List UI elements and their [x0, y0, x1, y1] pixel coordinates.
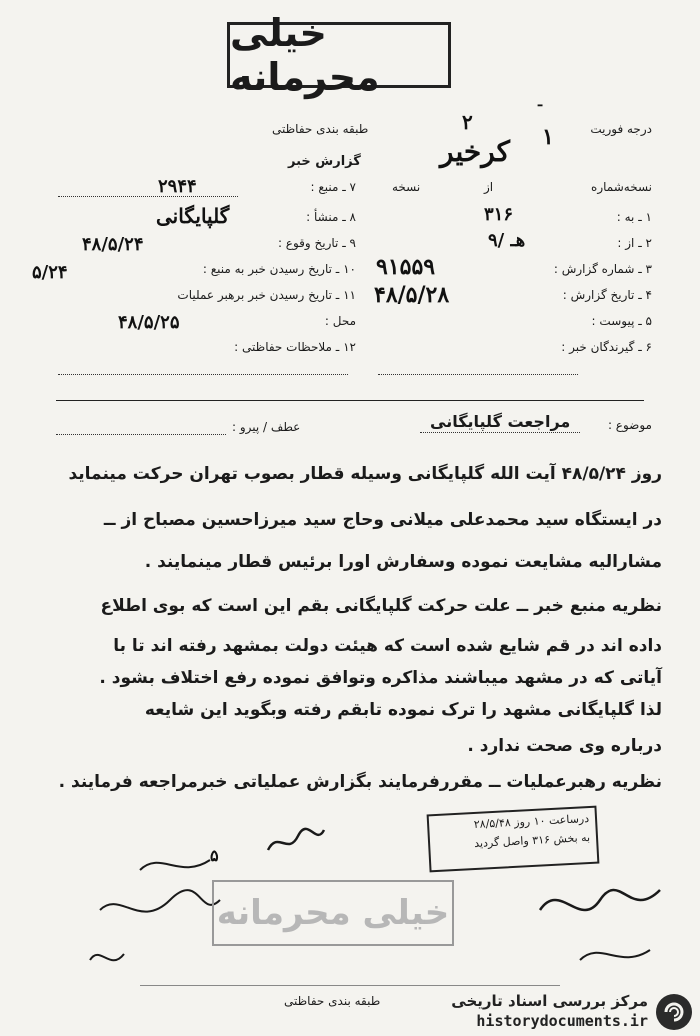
field-dots: [378, 374, 578, 375]
logo-glyph: [663, 1001, 685, 1023]
left-field-source: ۷ ـ منبع :: [310, 180, 356, 194]
copy-suffix-label: نسخه: [392, 180, 421, 194]
report-date-value: ۴۸/۵/۲۸: [374, 282, 450, 308]
body-line: درباره وی صحت ندارد .: [467, 736, 662, 756]
body-line: مشارالیه مشایعت نموده وسفارش اورا برئیس قطار مینمایند .: [144, 552, 662, 572]
copy-number-handwritten: ۲: [462, 110, 473, 134]
footer-line: [140, 985, 560, 986]
received-stamp-line1: درساعت ۱۰ روز ۲۸/۵/۴۸: [473, 812, 590, 832]
handwritten-annotation: [80, 840, 230, 980]
reference-dots: [56, 434, 226, 435]
watermark-name: مرکز بررسی اسناد تاریخی: [451, 992, 648, 1010]
left-field-occurrence-date: ۹ ـ تاریخ وقوع :: [277, 236, 356, 250]
signature-mark: [264, 822, 328, 862]
footer-classification: طبقه بندی حفاظتی: [284, 994, 381, 1008]
classification-label: طبقه بندی حفاظتی: [272, 122, 369, 136]
body-line: در ایستگاه سید محمدعلی میلانی وحاج سید میرزاحسین مصباح از ــ: [103, 510, 662, 530]
body-line: آیاتی که در مشهد میباشند مذاکره وتوافق نموده رفع اختلاف بشود .: [99, 668, 662, 688]
copy-handwritten: کرخیر: [440, 135, 510, 168]
occurrence-date-value: ۴۸/۵/۲۴: [82, 234, 144, 255]
urgency-label: درجه فوریت: [590, 122, 652, 136]
right-field-recipients: ۶ ـ گیرندگان خبر :: [561, 340, 652, 354]
source-value: ۲۹۴۴: [158, 176, 197, 197]
urgency-mark: ـ: [538, 94, 543, 110]
copy-count-handwritten: ۱: [542, 124, 554, 150]
handwritten-signature: [520, 870, 670, 980]
right-field-from: ۲ ـ از :: [617, 236, 652, 250]
body-line: لذا گلپایگانی مشهد را ترک نموده تابقم رفته وبگوید این شایعه: [144, 700, 662, 720]
to-value: ۳۱۶: [484, 204, 514, 225]
archive-logo-icon: [656, 994, 692, 1030]
left-field-leader-arrival: ۱۱ ـ تاریخ رسیدن خبر برهبر عملیات: [177, 288, 356, 302]
copy-number-label: نسخه‌شماره: [591, 180, 652, 194]
body-line: نظریه منبع خبر ــ علت حرکت گلپایگانی بقم این است که بوی اطلاع: [100, 596, 662, 616]
subject-label: موضوع :: [607, 418, 652, 432]
received-stamp-line2: به بخش ۳۱۶ واصل گردید: [473, 830, 591, 851]
right-field-report-number: ۳ ـ شماره گزارش :: [553, 262, 652, 276]
separator-line: [56, 400, 644, 401]
body-line: داده اند در قم شایع شده است که هیئت دولت بمشهد رفته اند تا با: [113, 636, 662, 656]
report-title: گزارش خبر: [288, 154, 361, 169]
left-field-source-arrival: ۱۰ ـ تاریخ رسیدن خبر به منبع :: [202, 262, 356, 276]
subject-value: مراجعت گلپایگانی: [430, 412, 571, 431]
field-dots: [58, 374, 348, 375]
report-number-value: ۹۱۵۵۹: [376, 254, 436, 280]
handwritten-note: ۵: [210, 846, 219, 865]
right-field-attachment: ۵ ـ پیوست :: [591, 314, 652, 328]
confidential-stamp-bottom: خیلی محرمانه: [212, 880, 454, 946]
subject-underline: [420, 432, 580, 433]
body-line: نظریه رهبرعملیات ــ مقررفرمایند بگزارش عملیاتی خبرمراجعه فرمایند .: [58, 772, 662, 792]
from-value: ۹/ هـ: [488, 230, 526, 251]
right-field-report-date: ۴ ـ تاریخ گزارش :: [562, 288, 652, 302]
left-field-security-notes: ۱۲ ـ ملاحظات حفاظتی :: [234, 340, 356, 354]
source-arrival-value: ۵/۲۴: [32, 262, 68, 283]
left-field-origin: ۸ ـ منشأ :: [306, 210, 356, 224]
right-field-to: ۱ ـ به :: [616, 210, 652, 224]
confidential-stamp-top: خیلی محرمانه: [227, 22, 451, 88]
reference-label: عطف / پیرو :: [232, 420, 301, 434]
left-field-place: محل :: [324, 314, 356, 328]
field-dots: [58, 196, 238, 197]
origin-value: گلپایگانی: [156, 204, 230, 228]
received-stamp: [427, 806, 600, 873]
place-date-value: ۴۸/۵/۲۵: [118, 312, 180, 333]
body-line: روز ۴۸/۵/۲۴ آیت الله گلپایگانی وسیله قطار بصوب تهران حرکت مینماید: [68, 464, 662, 484]
watermark-url: historydocuments.ir: [476, 1012, 648, 1030]
copy-from-label: از: [484, 180, 494, 194]
